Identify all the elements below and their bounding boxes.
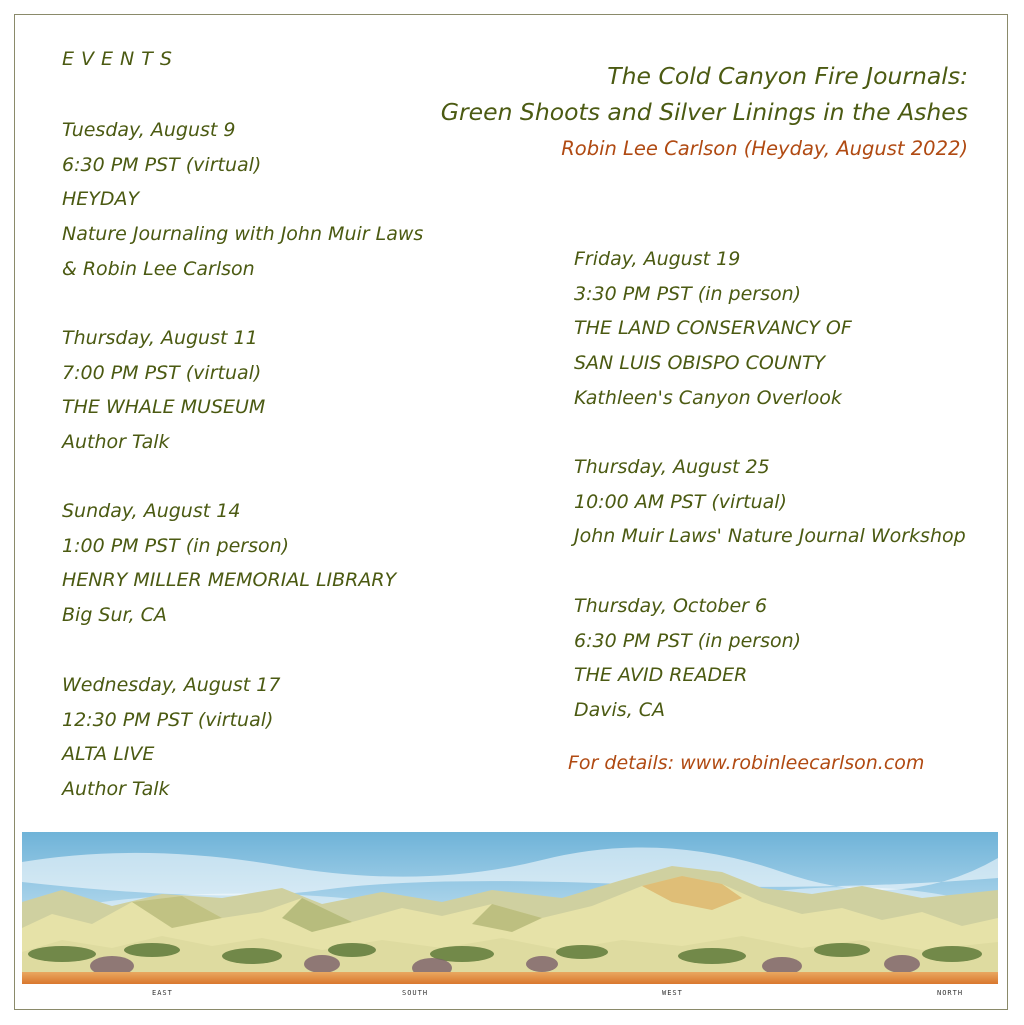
event-venue: THE LAND CONSERVANCY OF [574, 317, 852, 340]
ground-band [22, 972, 998, 984]
event-right-2 [574, 450, 966, 554]
event-left-1 [62, 113, 423, 287]
event-location: Kathleen's Canyon Overlook [574, 386, 842, 409]
event-left-2 [62, 321, 265, 460]
book-title-block [441, 58, 968, 168]
event-venue: HEYDAY [62, 188, 140, 211]
event-date: Sunday, August 14 [62, 500, 241, 522]
event-description: & Robin Lee Carlson [62, 257, 255, 280]
event-left-3 [62, 494, 396, 633]
book-title-line-2: Green Shoots and Silver Linings in the Ashes [440, 98, 968, 126]
direction-label-east: EAST [152, 989, 173, 997]
event-venue: HENRY MILLER MEMORIAL LIBRARY [62, 569, 397, 592]
event-date: Wednesday, August 17 [62, 674, 281, 696]
author-publisher-line: Robin Lee Carlson (Heyday, August 2022) [561, 137, 968, 160]
event-date: Thursday, October 6 [574, 595, 768, 617]
event-description: Nature Journaling with John Muir Laws [62, 223, 424, 246]
event-time: 6:30 PM PST (virtual) [62, 153, 262, 176]
event-description: Author Talk [62, 778, 170, 801]
event-description: John Muir Laws' Nature Journal Workshop [574, 525, 966, 548]
event-time: 12:30 PM PST (virtual) [62, 708, 274, 731]
book-title-line-1: The Cold Canyon Fire Journals: [607, 62, 968, 90]
event-date: Friday, August 19 [574, 248, 741, 270]
direction-label-north: NORTH [937, 989, 964, 997]
event-location: Davis, CA [574, 699, 666, 722]
event-venue: THE WHALE MUSEUM [62, 396, 266, 419]
event-location: Big Sur, CA [62, 604, 167, 627]
event-left-4 [62, 668, 280, 807]
event-date: Tuesday, August 9 [62, 119, 236, 141]
events-heading: EVENTS [62, 48, 179, 70]
event-time: 10:00 AM PST (virtual) [574, 490, 787, 513]
landscape-painting [22, 832, 998, 1004]
event-time: 6:30 PM PST (in person) [574, 629, 802, 652]
event-right-1 [574, 242, 852, 416]
direction-label-west: WEST [662, 989, 683, 997]
event-date: Thursday, August 11 [62, 327, 258, 349]
event-venue: ALTA LIVE [62, 743, 155, 766]
event-time: 1:00 PM PST (in person) [62, 534, 290, 557]
event-description: Author Talk [62, 431, 170, 454]
direction-label-south: SOUTH [402, 989, 429, 997]
event-time: 3:30 PM PST (in person) [574, 282, 802, 305]
event-time: 7:00 PM PST (virtual) [62, 361, 262, 384]
details-link[interactable]: For details: www.robinleecarlson.com [568, 752, 925, 774]
event-date: Thursday, August 25 [574, 456, 770, 478]
event-venue: THE AVID READER [574, 664, 748, 687]
event-right-3 [574, 589, 801, 728]
event-venue: SAN LUIS OBISPO COUNTY [574, 352, 826, 375]
